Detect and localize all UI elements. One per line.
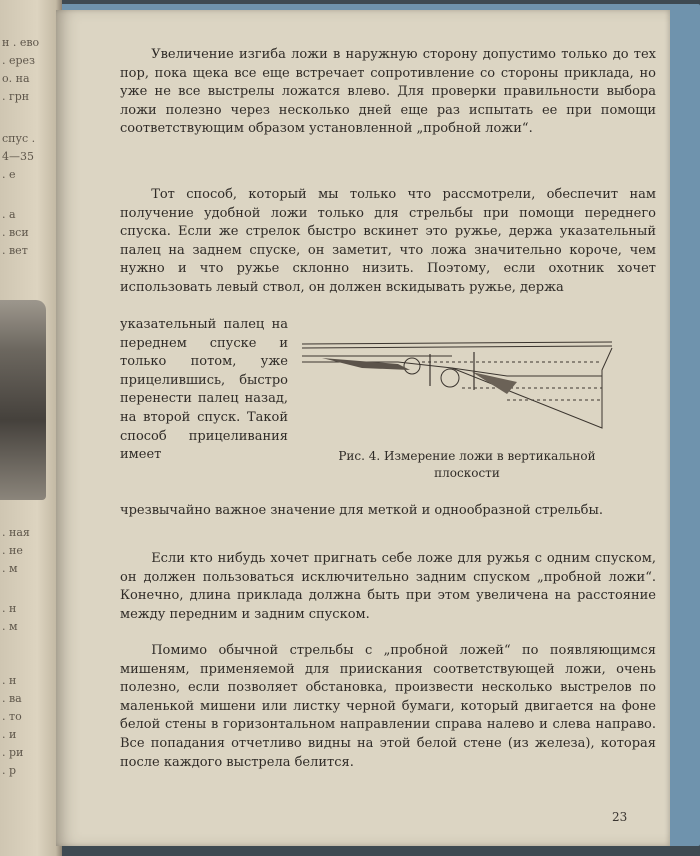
book-page (56, 10, 670, 846)
paragraph-2-start: Тот способ, который мы только что рассмотрели, обеспечит нам получение удобной ложи только для стрельбы при помощи переднего спуска. Если же стрелок быстро вскинет это ружье, держа указательный палец на заднем спуске, он заметит, что ложа значительно короче, чем нужно и что ружье склонно низить. Поэтому, если охотник хочет использовать левый ствол, он должен вскидывать ружье, держа (120, 187, 656, 295)
left-page-edge: н . ево . ерез о. на . грн спус . 4—35 . е . а . вси . вет . ная . не . м . н . м . н . ва . то . и . ри . р (0, 0, 62, 856)
figure-caption: Рис. 4. Измерение ложи в вертикальной плоскости (338, 449, 596, 480)
paragraph-2-side-column: указательный палец на переднем спуске и только потом, уже прицелившись, быстро перенести палец назад, на второй спуск. Такой способ прицеливания имеет (120, 317, 288, 463)
figure-4-gun-stock-diagram (302, 334, 630, 438)
paragraph-2-end: чрезвычайно важное значение для меткой и однообразной стрельбы. (120, 503, 603, 518)
paragraph-4: Помимо обычной стрельбы с „пробной ложей“ по появляющимся мишеням, применяемой для приискания соответствующей ложи, очень полезно, если позволяет обстановка, произвести несколько выстрелов по маленькой мишени или листку черной бумаги, который двигается на фоне белой стены в горизонтальном направлении справа налево и слева направо. Все попадания отчетливо видны на этой белой стене (из железа), которая после каждого выстрела белится. (120, 643, 656, 770)
page-number: 23 (612, 810, 628, 824)
paragraph-1: Увеличение изгиба ложи в наружную сторону допустимо только до тех пор, пока щека все еще встречает сопротивление со стороны приклада, но уже не все выстрелы ложатся влево. Для проверки правильности выбора ложи полезно через несколько дней еще раз испытать ее при помощи соответствующим образом установленной „пробной ложи“. (120, 47, 656, 137)
paragraph-3: Если кто нибудь хочет пригнать себе ложе для ружья с одним спуском, он должен пользоваться исключительно задним спуском „пробной ложи“. Конечно, длина приклада должна быть при этом увеличена на расстояние между передним и задним спуском. (120, 551, 656, 622)
left-page-photo (0, 300, 46, 500)
